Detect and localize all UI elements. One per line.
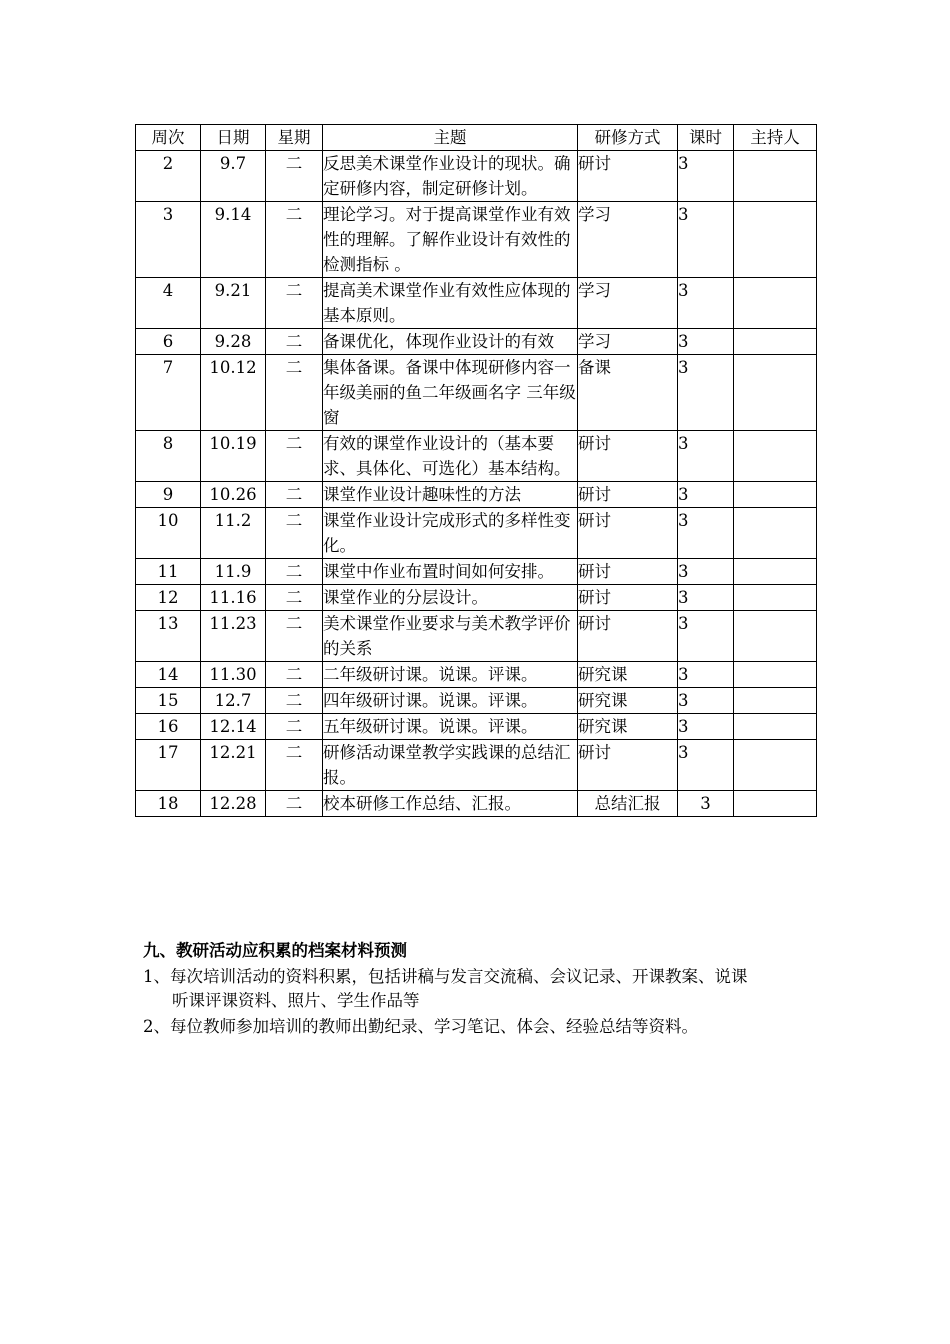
table-row xyxy=(136,688,817,714)
cell-date: 9.21 xyxy=(201,278,266,329)
cell-week: 18 xyxy=(136,791,201,817)
cell-topic: 课堂中作业布置时间如何安排。 xyxy=(323,559,578,585)
table-row xyxy=(136,714,817,740)
cell-date: 9.7 xyxy=(201,151,266,202)
header-host: 主持人 xyxy=(734,125,817,151)
cell-hours: 3 xyxy=(678,202,734,278)
table-row xyxy=(136,662,817,688)
header-date: 日期 xyxy=(201,125,266,151)
cell-date: 11.30 xyxy=(201,662,266,688)
cell-date: 11.2 xyxy=(201,508,266,559)
cell-week: 9 xyxy=(136,482,201,508)
cell-topic: 五年级研讨课。说课。评课。 xyxy=(323,714,578,740)
cell-host xyxy=(734,714,817,740)
cell-week: 17 xyxy=(136,740,201,791)
cell-weekday: 二 xyxy=(266,662,323,688)
cell-host xyxy=(734,791,817,817)
cell-hours: 3 xyxy=(678,714,734,740)
table-row xyxy=(136,151,817,202)
cell-date: 10.26 xyxy=(201,482,266,508)
cell-method: 研讨 xyxy=(578,559,678,585)
cell-topic: 集体备课。备课中体现研修内容一年级美丽的鱼二年级画名字 三年级窗 xyxy=(323,355,578,431)
table-header-row xyxy=(136,125,817,151)
table-row xyxy=(136,482,817,508)
table-row xyxy=(136,791,817,817)
cell-host xyxy=(734,355,817,431)
cell-method: 研究课 xyxy=(578,688,678,714)
archive-item-2: 2、每位教师参加培训的教师出勤纪录、学习笔记、体会、经验总结等资料。 xyxy=(143,1017,698,1036)
table-row xyxy=(136,559,817,585)
cell-host xyxy=(734,329,817,355)
cell-topic: 美术课堂作业要求与美术教学评价的关系 xyxy=(323,611,578,662)
cell-hours: 3 xyxy=(678,791,734,817)
cell-host xyxy=(734,508,817,559)
cell-hours: 3 xyxy=(678,431,734,482)
cell-week: 12 xyxy=(136,585,201,611)
cell-topic: 提高美术课堂作业有效性应体现的基本原则。 xyxy=(323,278,578,329)
cell-week: 7 xyxy=(136,355,201,431)
cell-week: 15 xyxy=(136,688,201,714)
archive-item-1-line-1: 1、每次培训活动的资料积累，包括讲稿与发言交流稿、会议记录、开课教案、说课 xyxy=(143,967,748,986)
cell-weekday: 二 xyxy=(266,151,323,202)
cell-date: 12.7 xyxy=(201,688,266,714)
header-method: 研修方式 xyxy=(578,125,678,151)
cell-host xyxy=(734,740,817,791)
cell-topic: 理论学习。对于提高课堂作业有效性的理解。了解作业设计有效性的检测指标 。 xyxy=(323,202,578,278)
header-hours: 课时 xyxy=(678,125,734,151)
cell-hours: 3 xyxy=(678,278,734,329)
cell-method: 研讨 xyxy=(578,431,678,482)
cell-hours: 3 xyxy=(678,662,734,688)
cell-host xyxy=(734,202,817,278)
cell-method: 总结汇报 xyxy=(578,791,678,817)
cell-topic: 课堂作业设计完成形式的多样性变化。 xyxy=(323,508,578,559)
cell-method: 研讨 xyxy=(578,740,678,791)
cell-date: 9.14 xyxy=(201,202,266,278)
cell-date: 9.28 xyxy=(201,329,266,355)
cell-topic: 课堂作业设计趣味性的方法 xyxy=(323,482,578,508)
cell-topic: 校本研修工作总结、汇报。 xyxy=(323,791,578,817)
cell-hours: 3 xyxy=(678,482,734,508)
cell-date: 12.28 xyxy=(201,791,266,817)
cell-method: 备课 xyxy=(578,355,678,431)
table-row xyxy=(136,611,817,662)
cell-topic: 研修活动课堂教学实践课的总结汇报。 xyxy=(323,740,578,791)
cell-host xyxy=(734,662,817,688)
cell-host xyxy=(734,278,817,329)
cell-weekday: 二 xyxy=(266,559,323,585)
cell-weekday: 二 xyxy=(266,355,323,431)
cell-weekday: 二 xyxy=(266,585,323,611)
cell-hours: 3 xyxy=(678,688,734,714)
cell-host xyxy=(734,151,817,202)
cell-weekday: 二 xyxy=(266,611,323,662)
table-body xyxy=(136,151,817,817)
cell-weekday: 二 xyxy=(266,431,323,482)
cell-host xyxy=(734,482,817,508)
cell-host xyxy=(734,431,817,482)
cell-week: 3 xyxy=(136,202,201,278)
schedule-table xyxy=(135,124,817,817)
cell-method: 研究课 xyxy=(578,662,678,688)
cell-week: 2 xyxy=(136,151,201,202)
cell-weekday: 二 xyxy=(266,791,323,817)
cell-weekday: 二 xyxy=(266,278,323,329)
header-week: 周次 xyxy=(136,125,201,151)
cell-hours: 3 xyxy=(678,740,734,791)
cell-weekday: 二 xyxy=(266,329,323,355)
table-row xyxy=(136,740,817,791)
table-row xyxy=(136,508,817,559)
cell-host xyxy=(734,585,817,611)
table-row xyxy=(136,202,817,278)
cell-method: 学习 xyxy=(578,202,678,278)
cell-date: 10.12 xyxy=(201,355,266,431)
cell-hours: 3 xyxy=(678,151,734,202)
cell-week: 8 xyxy=(136,431,201,482)
cell-hours: 3 xyxy=(678,559,734,585)
cell-week: 11 xyxy=(136,559,201,585)
cell-date: 12.14 xyxy=(201,714,266,740)
cell-method: 研讨 xyxy=(578,151,678,202)
cell-week: 10 xyxy=(136,508,201,559)
cell-weekday: 二 xyxy=(266,714,323,740)
cell-week: 4 xyxy=(136,278,201,329)
cell-date: 10.19 xyxy=(201,431,266,482)
cell-hours: 3 xyxy=(678,355,734,431)
table-row xyxy=(136,585,817,611)
cell-method: 研究课 xyxy=(578,714,678,740)
cell-weekday: 二 xyxy=(266,740,323,791)
cell-weekday: 二 xyxy=(266,482,323,508)
cell-week: 14 xyxy=(136,662,201,688)
cell-weekday: 二 xyxy=(266,688,323,714)
cell-weekday: 二 xyxy=(266,202,323,278)
cell-method: 研讨 xyxy=(578,482,678,508)
cell-topic: 四年级研讨课。说课。评课。 xyxy=(323,688,578,714)
table-row xyxy=(136,355,817,431)
cell-date: 11.9 xyxy=(201,559,266,585)
cell-date: 11.16 xyxy=(201,585,266,611)
cell-topic: 有效的课堂作业设计的（基本要求、具体化、可选化）基本结构。 xyxy=(323,431,578,482)
cell-hours: 3 xyxy=(678,611,734,662)
cell-method: 学习 xyxy=(578,278,678,329)
cell-week: 6 xyxy=(136,329,201,355)
table-row xyxy=(136,278,817,329)
cell-weekday: 二 xyxy=(266,508,323,559)
cell-date: 12.21 xyxy=(201,740,266,791)
archive-item-1-line-2: 听课评课资料、照片、学生作品等 xyxy=(172,991,420,1010)
cell-hours: 3 xyxy=(678,329,734,355)
cell-host xyxy=(734,688,817,714)
cell-topic: 反思美术课堂作业设计的现状。确定研修内容，制定研修计划。 xyxy=(323,151,578,202)
header-topic: 主题 xyxy=(323,125,578,151)
cell-hours: 3 xyxy=(678,508,734,559)
cell-date: 11.23 xyxy=(201,611,266,662)
cell-method: 研讨 xyxy=(578,585,678,611)
table-row xyxy=(136,329,817,355)
cell-topic: 二年级研讨课。说课。评课。 xyxy=(323,662,578,688)
cell-week: 16 xyxy=(136,714,201,740)
cell-method: 研讨 xyxy=(578,611,678,662)
cell-host xyxy=(734,559,817,585)
cell-host xyxy=(734,611,817,662)
cell-method: 学习 xyxy=(578,329,678,355)
cell-topic: 课堂作业的分层设计。 xyxy=(323,585,578,611)
header-weekday: 星期 xyxy=(266,125,323,151)
cell-hours: 3 xyxy=(678,585,734,611)
table-row xyxy=(136,431,817,482)
archive-item-1 xyxy=(143,965,823,1013)
section-title: 九、教研活动应积累的档案材料预测 xyxy=(143,941,407,960)
cell-method: 研讨 xyxy=(578,508,678,559)
cell-topic: 备课优化，体现作业设计的有效 xyxy=(323,329,578,355)
cell-week: 13 xyxy=(136,611,201,662)
